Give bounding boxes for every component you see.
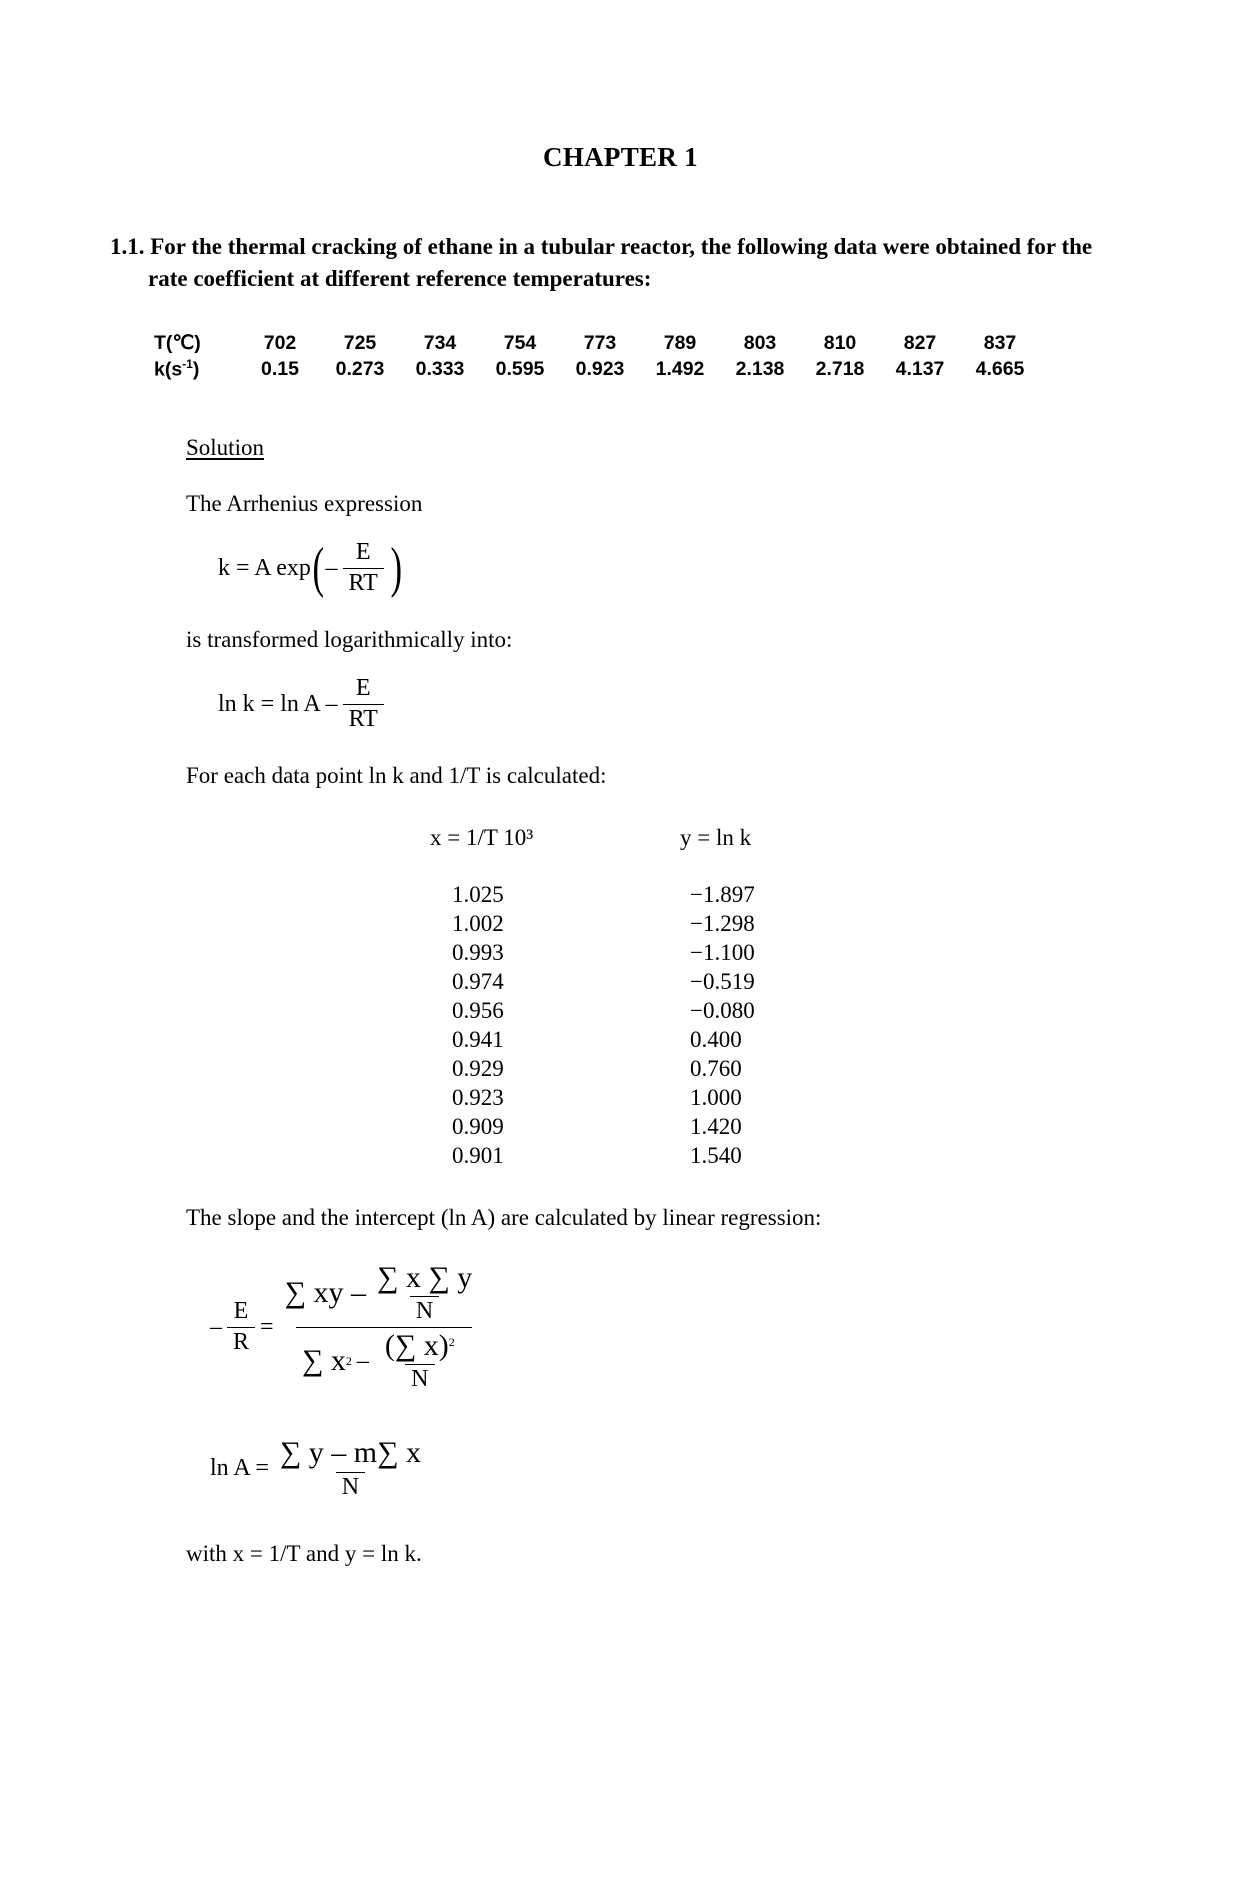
- exponent: 2: [345, 1353, 352, 1368]
- table-cell: −1.897: [690, 882, 755, 908]
- log-form-fraction: [343, 675, 384, 733]
- fraction-denominator: N: [410, 1296, 439, 1326]
- fraction-denominator: N: [405, 1364, 434, 1394]
- table-cell: 0.993: [452, 940, 504, 966]
- table-cell: 0.941: [452, 1027, 504, 1053]
- table-cell: 837: [983, 331, 1017, 354]
- table-cell: 0.595: [495, 358, 545, 381]
- table-cell: 0.929: [452, 1056, 504, 1082]
- experimental-data-table: [0, 330, 1241, 383]
- table-cell: 0.901: [452, 1143, 504, 1169]
- table-cell: 0.273: [335, 358, 385, 381]
- arrhenius-minus: –: [325, 554, 338, 581]
- intercept-equation: [0, 1436, 1241, 1501]
- table-row: [430, 939, 830, 968]
- arrhenius-lhs: k = A exp: [218, 554, 311, 581]
- table-cell: 810: [823, 331, 857, 354]
- slope-lead-fraction: [227, 1298, 255, 1356]
- table-row: [430, 997, 830, 1026]
- fraction-numerator: ∑ x ∑ y: [376, 1260, 473, 1294]
- table-cell: 0.760: [690, 1056, 742, 1082]
- table-cell: 754: [503, 331, 537, 354]
- closing-text: with x = 1/T and y = ln k.: [186, 1541, 422, 1567]
- problem-number: 1.1.: [110, 234, 145, 259]
- table-cell: −0.519: [690, 969, 755, 995]
- sum-x-squared-term: ∑ x: [302, 1344, 346, 1378]
- right-paren: ): [390, 536, 402, 599]
- table-cell: 4.137: [895, 358, 945, 381]
- fraction-denominator: RT: [343, 568, 384, 598]
- table-cell: 2.718: [815, 358, 865, 381]
- solution-heading: Solution: [186, 434, 264, 460]
- fraction-numerator: (∑ x)$^2$: [384, 1328, 455, 1362]
- arrhenius-intro-text: The Arrhenius expression: [186, 490, 423, 516]
- fraction-numerator: E: [355, 538, 371, 565]
- log-form-lhs: ln k = ln A –: [218, 690, 338, 717]
- calculation-text: For each data point ln k and 1/T is calculated:: [186, 763, 607, 789]
- fraction-numerator: E: [233, 1298, 249, 1325]
- document-page: [0, 142, 1241, 1896]
- table-row: [430, 968, 830, 997]
- table-cell: 0.15: [261, 358, 299, 381]
- table-row: [430, 1084, 830, 1113]
- table-cell: −1.100: [690, 940, 755, 966]
- table-cell: 725: [343, 331, 377, 354]
- left-paren: (: [312, 536, 324, 599]
- rate-coefficient-label: $k(s^{-1})$: [154, 357, 200, 381]
- table-cell: 1.002: [452, 911, 504, 937]
- slope-main-fraction: [279, 1261, 490, 1394]
- temperature-label: T(℃): [154, 332, 201, 355]
- arrhenius-fraction: [343, 539, 384, 597]
- table-row: [430, 1026, 830, 1055]
- minus-sign: –: [356, 1347, 369, 1374]
- problem-text: For the thermal cracking of ethane in a tubular reactor, the following data were obtained for the rate coefficient at different reference temperatures:: [148, 234, 1093, 291]
- fraction-numerator: ∑ y – m∑ x: [279, 1436, 421, 1470]
- inner-fraction-top: [371, 1261, 478, 1326]
- table-header-row: [430, 823, 830, 881]
- regression-text: The slope and the intercept (ln A) are calculated by linear regression:: [186, 1204, 822, 1230]
- table-cell: 1.540: [690, 1143, 742, 1169]
- page-title: CHAPTER 1: [543, 142, 698, 172]
- table-row: [430, 1055, 830, 1084]
- table-cell: 4.665: [975, 358, 1025, 381]
- table-cell: 0.923: [575, 358, 625, 381]
- table-cell: 773: [583, 331, 617, 354]
- intercept-lhs: ln A =: [210, 1455, 269, 1482]
- table-row-rate-coefficient: [154, 356, 1040, 383]
- exponent: 2: [448, 1334, 455, 1349]
- fraction-denominator: N: [336, 1472, 365, 1502]
- table-row: [430, 1113, 830, 1142]
- table-cell: 0.333: [415, 358, 465, 381]
- table-cell: −0.080: [690, 998, 755, 1024]
- fraction-denominator: RT: [343, 704, 384, 734]
- table-cell: 702: [263, 331, 297, 354]
- problem-statement: [0, 231, 1241, 294]
- transform-text: is transformed logarithmically into:: [186, 627, 513, 653]
- slope-equation: [0, 1261, 1241, 1394]
- equals-sign: =: [260, 1313, 274, 1340]
- fraction-numerator: [279, 1261, 490, 1327]
- fraction-numerator: E: [355, 675, 371, 702]
- log-form-equation: [0, 675, 1241, 733]
- table-cell: 789: [663, 331, 697, 354]
- table-cell: 1.492: [655, 358, 705, 381]
- table-cell: 0.956: [452, 998, 504, 1024]
- rate-label-superscript: -1: [182, 357, 193, 372]
- table-cell: 803: [743, 331, 777, 354]
- table-row: [430, 910, 830, 939]
- y-column-header: y = ln k: [680, 824, 752, 850]
- table-cell: −1.298: [690, 911, 755, 937]
- intercept-fraction: [274, 1436, 427, 1501]
- fraction-denominator: [296, 1327, 472, 1394]
- x-column-header: x = 1/T 10³: [430, 824, 534, 850]
- table-cell: 734: [423, 331, 457, 354]
- table-row-temperature: [154, 330, 1040, 356]
- arrhenius-equation: [0, 536, 1241, 599]
- table-cell: 1.420: [690, 1114, 742, 1140]
- table-row: [430, 881, 830, 910]
- table-cell: 827: [903, 331, 937, 354]
- fraction-denominator: R: [227, 1327, 255, 1357]
- table-cell: 0.400: [690, 1027, 742, 1053]
- table-cell: 2.138: [735, 358, 785, 381]
- table-cell: 0.923: [452, 1085, 504, 1111]
- table-row: [430, 1142, 830, 1171]
- xy-values-table: [0, 823, 1241, 1171]
- sum-xy-term: ∑ xy –: [284, 1276, 366, 1310]
- inner-fraction-bottom: [379, 1329, 461, 1394]
- table-cell: 0.909: [452, 1114, 504, 1140]
- slope-lead-minus: –: [210, 1313, 222, 1340]
- table-cell: 1.025: [452, 882, 504, 908]
- table-cell: 0.974: [452, 969, 504, 995]
- table-cell: 1.000: [690, 1085, 742, 1111]
